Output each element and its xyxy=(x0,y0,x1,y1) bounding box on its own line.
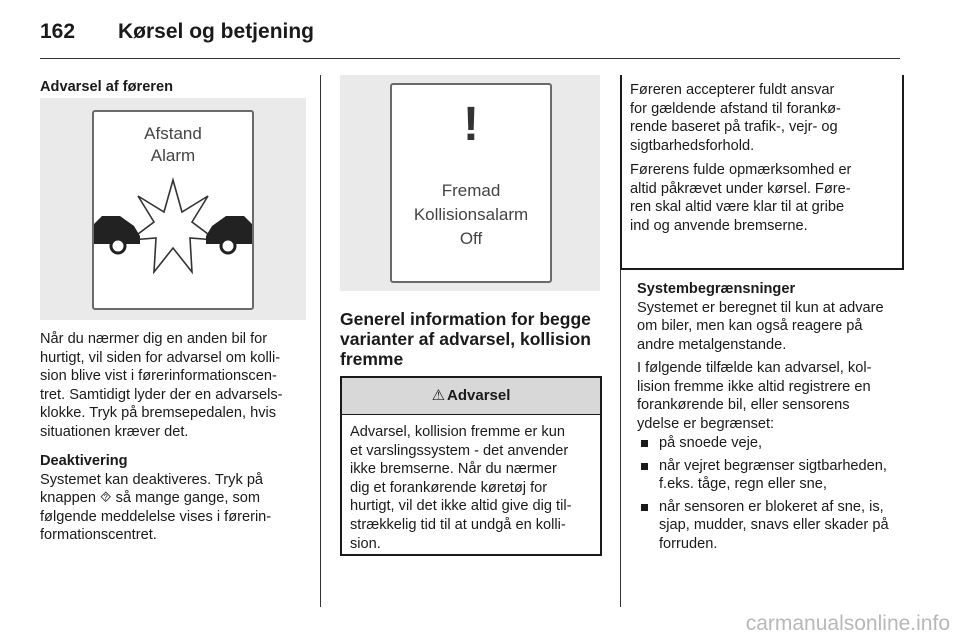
warning-box xyxy=(340,376,602,556)
text-line: Systemet er beregnet til kun at advare xyxy=(637,299,884,316)
warning-label: Advarsel xyxy=(447,387,511,404)
text-line: Systemet kan deaktiveres. Tryk på xyxy=(40,471,264,488)
text-line: Når du nærmer dig en anden bil for xyxy=(40,331,268,347)
forward-collision-off-figure xyxy=(340,75,600,291)
paragraph-system-limits xyxy=(637,280,909,354)
text-line: strækkelig tid til at undgå en kolli- xyxy=(350,516,566,533)
chapter-title: Kørsel og betjening xyxy=(118,20,315,43)
text-line: om biler, men kan også reagere på xyxy=(637,318,863,335)
deactivation-heading: Deaktivering xyxy=(40,453,128,469)
text-line: ikke bremserne. Når du nærmer xyxy=(350,461,557,478)
bullet-square-icon xyxy=(641,504,648,511)
heading-line: Generel information for begge xyxy=(340,309,591,329)
column-divider-1 xyxy=(320,75,321,607)
text-line: sion blive vist i førerinformationscen- xyxy=(40,368,277,385)
text-line: Førerens fulde opmærksomhed er xyxy=(630,162,852,178)
text-line: sjap, mudder, snavs eller skader på xyxy=(659,517,889,534)
list-item xyxy=(637,457,909,494)
text-line: Føreren accepterer fuldt ansvar xyxy=(630,82,835,98)
paragraph-deactivation xyxy=(40,452,312,545)
collision-graphic xyxy=(94,112,252,308)
text-line: tret. Samtidigt lyder der en advarsels- xyxy=(40,386,283,403)
warning-header-rule xyxy=(342,414,600,415)
text-line: sion. xyxy=(350,535,381,552)
text-line: andre metalgenstande. xyxy=(637,336,787,353)
figure-label-line1: Fremad xyxy=(441,181,501,200)
paragraph-cases xyxy=(637,359,909,433)
bullet-square-icon xyxy=(641,440,648,447)
section-heading-general-info xyxy=(340,309,615,369)
collision-star-icon xyxy=(130,180,216,272)
display-panel xyxy=(92,110,254,310)
section-heading-driver-warning: Advarsel af føreren xyxy=(40,79,174,95)
responsibility-note-box xyxy=(620,75,904,270)
distance-alarm-figure xyxy=(40,98,306,320)
text-line: altid påkrævet under kørsel. Føre- xyxy=(630,180,851,197)
text-line: når sensoren er blokeret af sne, is, xyxy=(659,498,884,515)
list-item xyxy=(637,434,909,453)
text-line: situationen kræver det. xyxy=(40,423,189,440)
text-line: ren skal altid være klar til at gribe xyxy=(630,199,845,216)
display-panel xyxy=(390,83,552,283)
text-line: Advarsel, kollision fremme er kun xyxy=(350,424,565,440)
figure-label-line3: Off xyxy=(459,229,483,248)
figure-label-line2: Kollisionsalarm xyxy=(413,205,529,224)
note-paragraph-1 xyxy=(630,81,898,155)
text-line: hurtigt, vil det ikke altid give dig til- xyxy=(350,498,572,515)
list-item xyxy=(637,498,909,554)
text-line: ydelse er begrænset: xyxy=(637,415,775,432)
warning-triangle-icon: ⚠ xyxy=(431,387,446,404)
text-line: lision fremme ikke altid registrere en xyxy=(637,378,871,395)
text-line: et varslingssystem - det anvender xyxy=(350,442,569,459)
heading-line: varianter af advarsel, kollision xyxy=(340,329,591,349)
text-line: formationscentret. xyxy=(40,527,157,544)
text-line: hurtigt, vil siden for advarsel om kolli- xyxy=(40,349,281,366)
note-paragraph-2 xyxy=(630,161,898,235)
header-rule xyxy=(40,58,900,59)
text-line: følgende meddelelse vises i førerin- xyxy=(40,508,272,525)
text-line: I følgende tilfælde kan advarsel, kol- xyxy=(637,360,872,376)
text-line: på snoede veje, xyxy=(659,435,763,451)
watermark-link[interactable]: carmanualsonline.info xyxy=(745,612,950,635)
figure-label-line1: Afstand xyxy=(144,124,202,143)
heading-line: fremme xyxy=(340,349,404,369)
limits-heading: Systembegrænsninger xyxy=(637,281,796,297)
paragraph-warning-description xyxy=(40,330,312,442)
warning-text xyxy=(350,423,594,553)
exclamation-icon: ! xyxy=(463,98,479,151)
page-header xyxy=(40,20,314,44)
figure-label-line2: Alarm xyxy=(150,146,196,165)
text-line: knappen ⯑ så mange gange, som xyxy=(40,490,261,507)
text-line: f.eks. tåge, regn eller sne, xyxy=(659,476,827,493)
text-line: når vejret begrænser sigtbarheden, xyxy=(659,457,887,474)
text-line: for gældende afstand til forankø- xyxy=(630,100,841,117)
text-line: sigtbarhedsforhold. xyxy=(630,137,755,154)
car-left-icon xyxy=(94,216,140,253)
car-right-icon xyxy=(206,216,252,253)
bullet-square-icon xyxy=(641,463,648,470)
text-line: dig et forankørende køretøj for xyxy=(350,479,548,496)
text-line: klokke. Tryk på bremsepedalen, hvis xyxy=(40,405,277,422)
text-line: forruden. xyxy=(659,535,718,552)
warning-header xyxy=(342,376,600,414)
page-number: 162 xyxy=(40,20,76,43)
text-line: ind og anvende bremserne. xyxy=(630,217,808,234)
text-line: forankørende bil, eller sensorens xyxy=(637,397,850,414)
limitation-list xyxy=(637,434,909,558)
text-line: rende baseret på trafik-, vejr- og xyxy=(630,119,838,136)
